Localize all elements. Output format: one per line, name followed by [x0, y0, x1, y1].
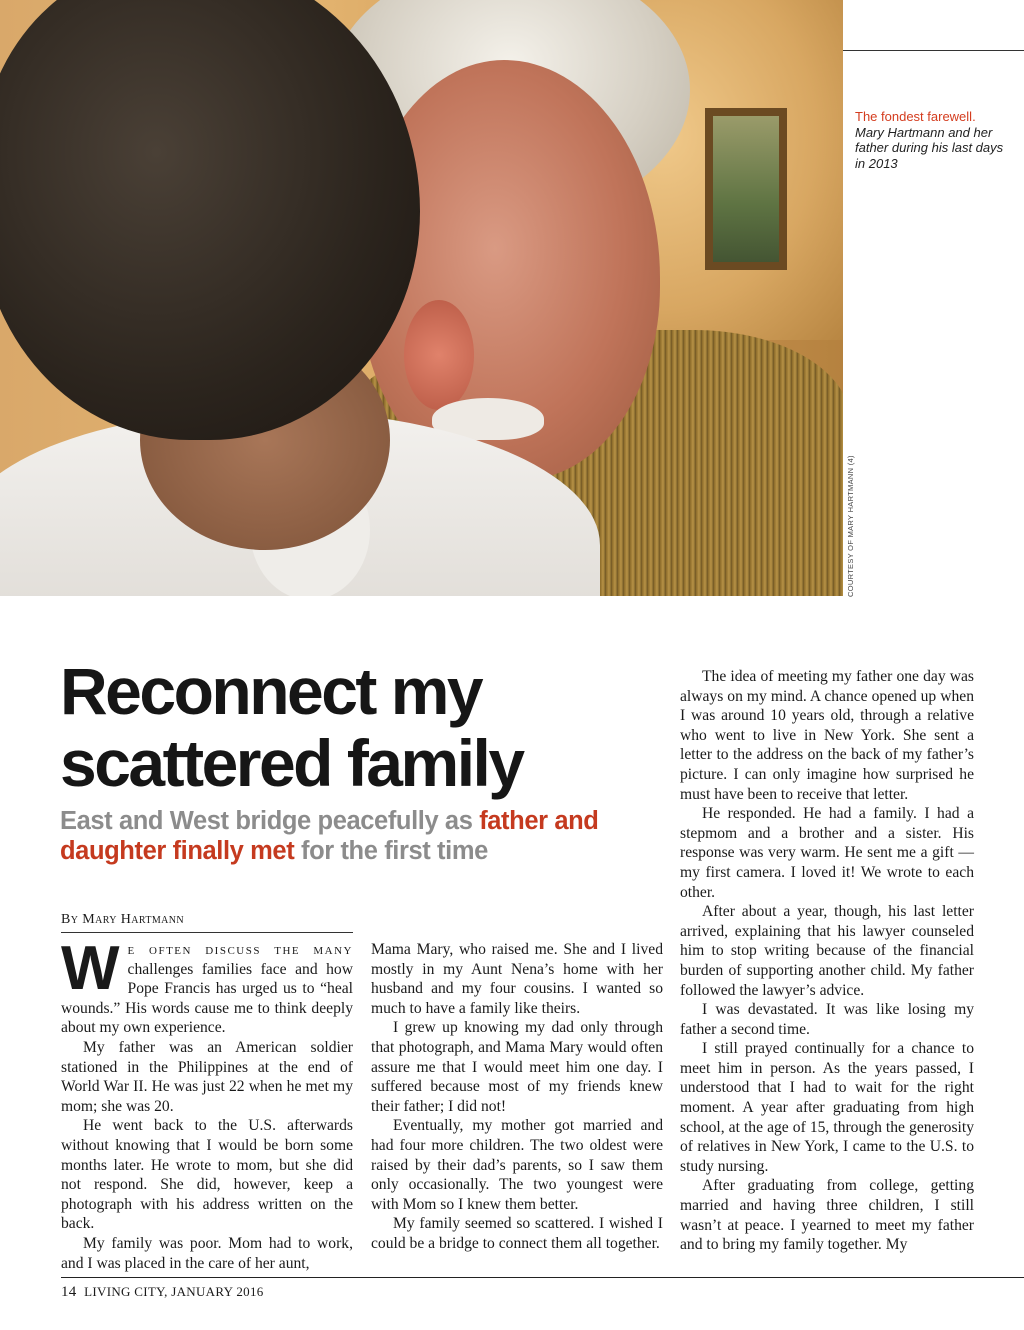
photo-caption	[855, 109, 1005, 171]
body-paragraph: After about a year, though, his last letter arrived, explaining that his lawyer counseled him to stop writing because of the financial burden of supporting another child. My father followed the lawyer’s advice.	[680, 903, 974, 999]
body-paragraph: I was devastated. It was like losing my father a second time.	[680, 1001, 974, 1038]
footer-divider	[61, 1277, 1024, 1278]
feature-photo	[0, 0, 843, 596]
wall-picture-frame	[705, 108, 787, 270]
article-column-2	[371, 940, 663, 1254]
headline-line-1: Reconnect my	[60, 654, 482, 728]
body-paragraph: I grew up knowing my dad only through that photograph, and Mama Mary would often assure me that I would meet him one day. I suffered because most of my friends knew their father; I did not!	[371, 1019, 663, 1115]
deck-part-3: for the first time	[294, 837, 488, 865]
body-paragraph: I still prayed continually for a chance to meet him in person. As the years passed, I understood that I had to wait for the right moment. A year after graduating from high school, at the age of 15, through the generosity of relatives in New York, I came to the U.S. to study nursing.	[680, 1040, 974, 1175]
caption-lead: The fondest farewell.	[855, 109, 976, 124]
body-paragraph: My father was an American soldier stationed in the Philippines at the end of World War II. He was just 22 when he met my mom; she was 20.	[61, 1038, 353, 1115]
page-footer	[61, 1284, 264, 1301]
body-paragraph: He went back to the U.S. afterwards without knowing that I would be born some months later. He wrote to mom, but she did not respond. She did, however, keep a photograph with his address written on the back.	[61, 1117, 353, 1233]
publication-info: LIVING CITY, JANUARY 2016	[84, 1284, 264, 1299]
drop-cap: W	[61, 934, 120, 1003]
article-column-3	[680, 667, 974, 1255]
body-paragraph: The idea of meeting my father one day was always on my mind. A chance opened up when I was around 10 years old, through a relative who went to live in New York. She sent a letter to the address on the back of my father’s picture. I can only imagine how surprised he must have been to receive that letter.	[680, 668, 974, 803]
headline-line-2: scattered family	[60, 726, 523, 800]
body-paragraph: Eventually, my mother got married and had four more children. The two oldest were raised by their dad’s parents, so I saw them only occasionally. The two youngest were with Mom so I knew them better.	[371, 1117, 663, 1213]
deck-highlight: father and daughter finally met	[60, 807, 599, 865]
byline: By Mary Hartmann	[61, 912, 353, 933]
body-paragraph: My family seemed so scattered. I wished I could be a bridge to connect them all together.	[371, 1215, 663, 1252]
body-paragraph: My family was poor. Mom had to work, and I was placed in the care of her aunt,	[61, 1234, 353, 1272]
body-paragraph: Mama Mary, who raised me. She and I lived mostly in my Aunt Nena’s home with her husband and my four cousins. I wanted so much to have a family like theirs.	[371, 941, 663, 1017]
body-paragraph: After graduating from college, getting married and having three children, I still wasn’t at peace. I yearned to meet my father and to bring my family together. My	[680, 1177, 974, 1254]
article-column-1	[61, 934, 353, 1273]
article-deck	[60, 806, 630, 866]
deck-part-1: East and West bridge peacefully as	[60, 807, 480, 835]
body-paragraph: He responded. He had a family. I had a stepmom and a brother and a sister. His response was very warm. He sent me a gift — my first camera. I loved it! We wrote to each other.	[680, 805, 974, 901]
body-paragraph: We often discuss the many challenges families face and how Pope Francis has urged us to “heal wounds.” His words cause me to think deeply about my own experience.	[61, 934, 353, 1037]
caption-text: Mary Hartmann and her father during his last days in 2013	[855, 124, 1004, 171]
page-number: 14	[61, 1284, 77, 1300]
article-headline	[60, 655, 620, 799]
divider	[843, 50, 1024, 51]
photo-credit: COURTESY OF MARY HARTMANN (4)	[846, 455, 855, 597]
